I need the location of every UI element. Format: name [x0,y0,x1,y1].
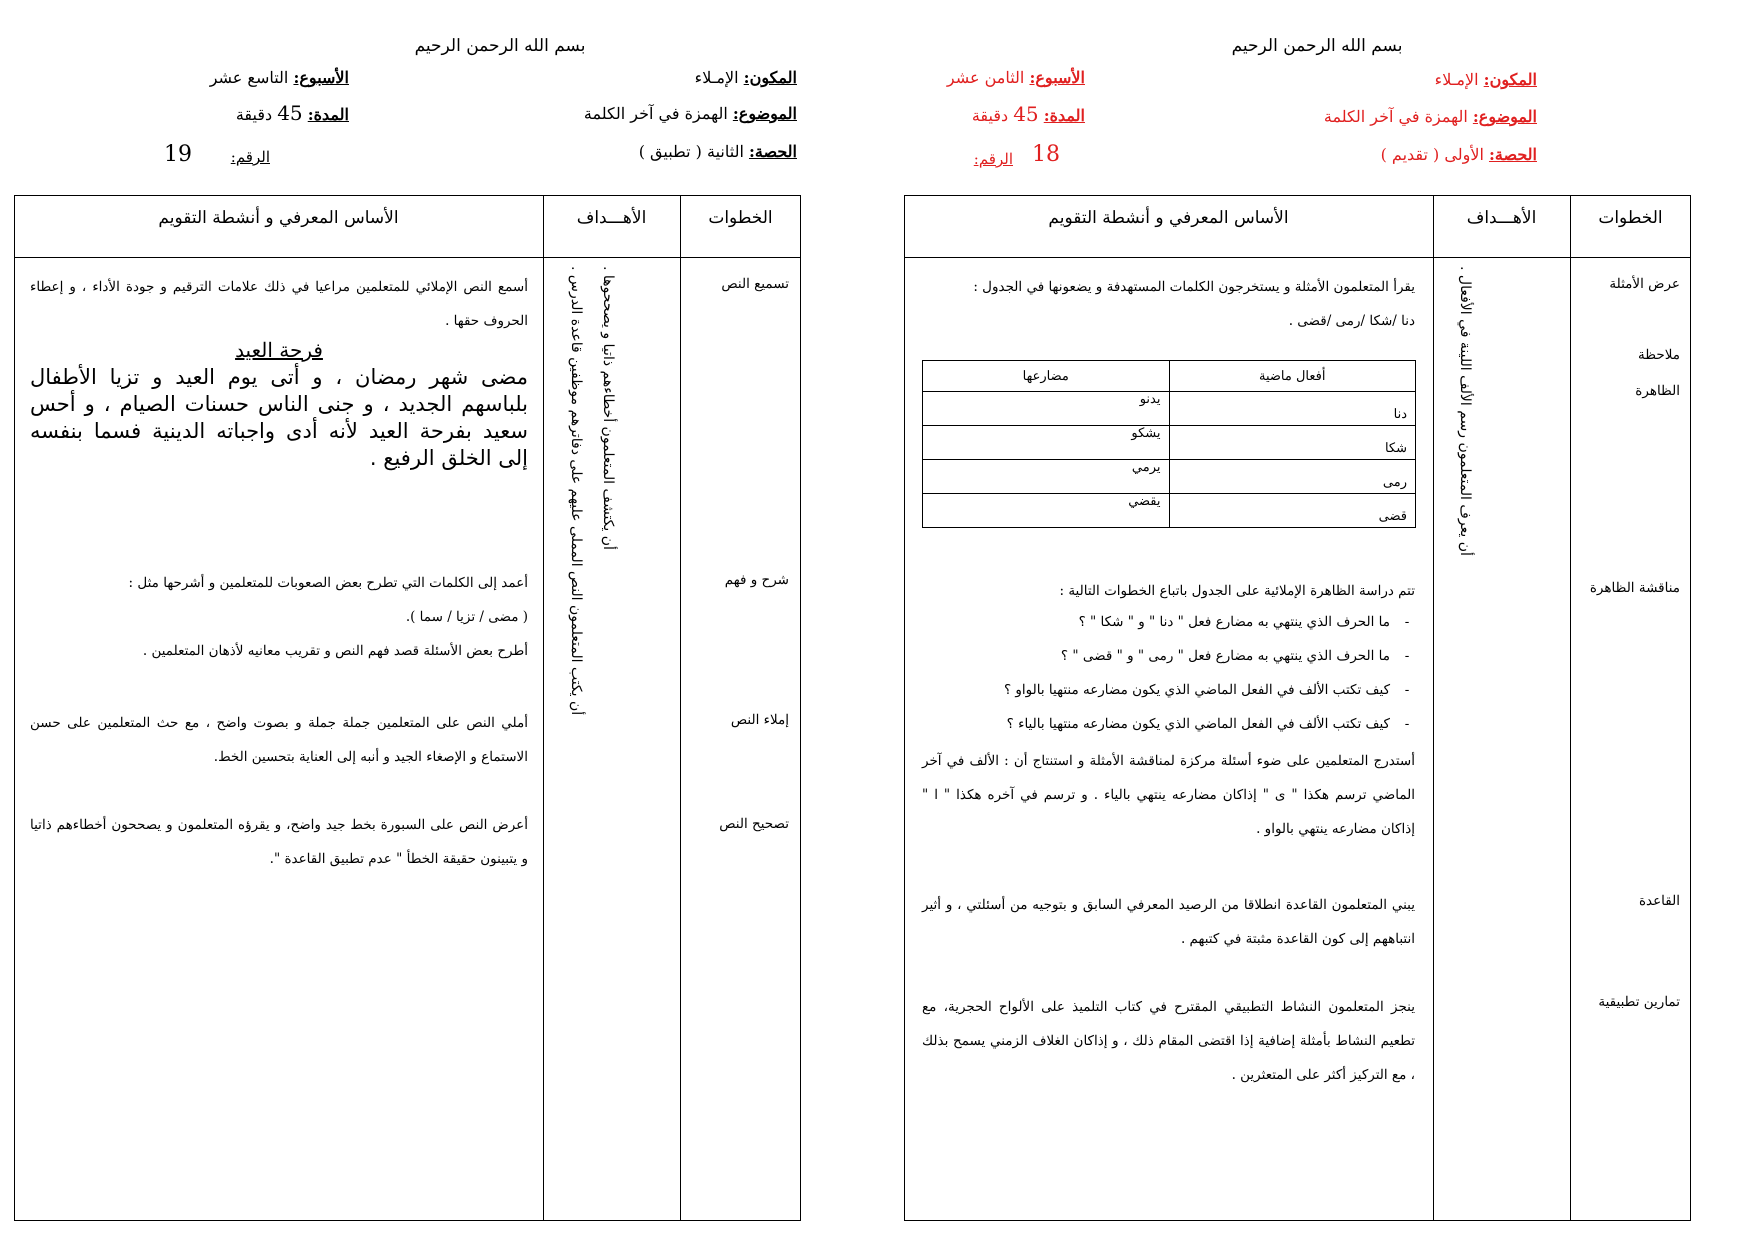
step-label: تسميع النص [721,276,789,292]
column-divider [1433,195,1434,1221]
objective-text: أن يكتب المتعلمون النص المملى عليهم على دفاترهم موظفين قاعدة الدرس . [568,266,584,716]
basmala: بسم الله الرحمن الرحيم [414,36,586,56]
table-row [923,460,1416,494]
question-item: -كيف تكتب الألف في الفعل الماضي الذي يكون مضارعه منتهيا بالياء ؟ [1006,716,1410,732]
step-label: شرح و فهم [724,572,789,588]
week-value: التاسع عشر [209,68,289,87]
number-label: الرقم: [973,150,1013,168]
session-field [1381,145,1537,164]
question-text: ما الحرف الذي ينتهي به مضارع فعل " رمى " و " قضى " ؟ [1060,648,1390,664]
intro-text: أسمع النص الإملائي للمتعلمين مراعيا في ذلك علامات الترقيم و جودة الأداء ، و إعطاء الحروف حقها . [30,279,528,329]
study-intro: تتم دراسة الظاهرة الإملائية على الجدول باتباع الخطوات التالية : [1059,583,1415,599]
table-row [923,392,1416,426]
topic-value: الهمزة في آخر الكلمة [1323,107,1468,126]
week-value: الثامن عشر [946,68,1025,87]
step-label: إملاء النص [730,712,789,728]
correction-text: أعرض النص على السبورة بخط جيد واضح، و يقرؤه المتعلمون و يصححون أخطاءهم ذاتيا و يتبينون حقيقة الخطأ " عدم تطبيق القاعدة ". [30,817,528,867]
table-row [923,426,1416,460]
week-field [947,68,1085,87]
session-value: الثانية ( تطبيق ) [638,142,744,161]
duration-unit: دقيقة [235,105,273,124]
step-label: تصحيح النص [719,816,789,832]
number-value: 19 [164,142,192,167]
week-label: الأسبوع: [1029,68,1085,87]
session-value: الأولى ( تقديم ) [1380,145,1484,164]
column-divider [680,195,681,1221]
duration-label: المدة: [307,105,349,124]
number-label: الرقم: [230,148,270,166]
right-lesson-sheet [877,0,1754,1240]
table-header-divider [904,257,1691,258]
duration-label: المدة: [1043,106,1085,125]
duration-value: 45 [277,101,303,125]
component-value: الإمـلاء [694,68,739,87]
question-item: -ما الحرف الذي ينتهي به مضارع فعل " رمى " و " قضى " ؟ [1060,648,1410,664]
component-label: المكون: [743,68,797,87]
explain-text: أعمد إلى الكلمات التي تطرح بعض الصعوبات للمتعلمين و أشرحها مثل : [128,575,528,591]
topic-value: الهمزة في آخر الكلمة [583,104,728,123]
column-header-objectives: الأهـــداف [1466,208,1537,228]
step-label: ملاحظة [1638,347,1680,363]
session-field [639,142,797,161]
table-header-divider [14,257,801,258]
duration-unit: دقيقة [971,106,1009,125]
question-item: -ما الحرف الذي ينتهي به مضارع فعل " دنا " و " شكا " ؟ [1078,614,1410,630]
past-verb: رمى [1169,460,1416,494]
present-verb: يشكو [923,426,1170,460]
duration-field [972,102,1085,126]
exercises-text: ينجز المتعلمون النشاط التطبيقي المقترح في كتاب التلميذ على الألواح الحجرية، مع تطعيم النشاط بأمثلة إضافية إذا اقتضى المقام ذلك ، و إذاكان الغلاف الزمني يسمح بذلك ، مع التركيز أكثر على المتعثرين . [922,999,1415,1083]
basmala: بسم الله الرحمن الرحيم [1231,36,1403,56]
question-text: ما الحرف الذي ينتهي به مضارع فعل " دنا " و " شكا " ؟ [1078,614,1390,630]
verb-table-col-past: أفعال ماضية [1169,361,1416,392]
rule-text: يبني المتعلمون القاعدة انطلاقا من الرصيد المعرفي السابق و بتوجيه من أسئلتي ، و أثير انتباههم إلى كون القاعدة مثبتة في كتبهم . [922,897,1415,947]
column-divider [543,195,544,1221]
topic-field [584,104,797,123]
duration-value: 45 [1013,102,1039,126]
present-verb: يرمي [923,460,1170,494]
column-header-steps: الخطوات [708,208,773,228]
intro-text: يقرأ المتعلمون الأمثلة و يستخرجون الكلمات المستهدفة و يضعونها في الجدول : [973,279,1415,295]
objective-text: أن يعرف المتعلمون رسم الألف اللينة في الأفعال . [1457,266,1473,556]
question-item: -كيف تكتب الألف في الفعل الماضي الذي يكون مضارعه منتهيا بالواو ؟ [1003,682,1410,698]
verb-table-header [923,361,1416,392]
question-text: كيف تكتب الألف في الفعل الماضي الذي يكون مضارعه منتهيا بالواو ؟ [1003,682,1390,698]
conclusion-text: أستدرج المتعلمين على ضوء أسئلة مركزة لمناقشة الأمثلة و استنتاج أن : الألف في آخر الماضي ترسم هكذا " ى " إذاكان مضارعه ينتهي بالياء . و ترسم في آخره هكذا " ا " إذاكان مضارعه ينتهي بالواو . [922,753,1415,837]
session-label: الحصة: [1488,145,1537,164]
column-header-content: الأساس المعرفي و أنشطة التقويم [158,208,399,228]
column-header-steps: الخطوات [1598,208,1663,228]
present-verb: يقضي [923,494,1170,528]
explain-words: ( مضى / تزيا / سما ). [405,609,528,625]
topic-label: الموضوع: [1472,107,1537,126]
topic-label: الموضوع: [732,104,797,123]
week-label: الأسبوع: [293,68,349,87]
number-value: 18 [1032,142,1060,167]
past-verb: دنا [1169,392,1416,426]
session-label: الحصة: [748,142,797,161]
table-row [923,494,1416,528]
duration-field [236,101,349,125]
verb-table-col-present: مضارعها [923,361,1170,392]
week-field [210,68,349,87]
past-verb: قضى [1169,494,1416,528]
step-label: عرض الأمثلة [1609,276,1680,292]
column-header-content: الأساس المعرفي و أنشطة التقويم [1048,208,1289,228]
step-label: الظاهرة [1635,383,1680,399]
explain-text: أطرح بعض الأسئلة قصد فهم النص و تقريب معانيه لأذهان المتعلمين . [142,643,528,659]
past-verb: شكا [1169,426,1416,460]
words-text: دنا /شكا /رمى /قضى . [1288,313,1415,329]
verb-table [922,360,1416,528]
question-text: كيف تكتب الألف في الفعل الماضي الذي يكون مضارعه منتهيا بالياء ؟ [1006,716,1390,732]
component-field [1435,70,1537,89]
story-title: فرحة العيد [235,338,323,362]
objective-text: أن يكتشف المتعلمون أخطاءهم ذاتيا و يصححوها . [600,266,616,550]
component-field [695,68,797,87]
story-text: مضى شهر رمضان ، و أتى يوم العيد و تزيا الأطفال بلباسهم الجديد ، و جنى الناس حسنات الصيام ، و أحس سعيد بفرحة العيد لأنه أدى واجباته الدينية فسما بنفسه إلى الخلق الرفيع . [30,365,528,470]
step-label: تمارين تطبيقية [1598,994,1680,1010]
component-label: المكون: [1483,70,1537,89]
component-value: الإمـلاء [1434,70,1479,89]
present-verb: يدنو [923,392,1170,426]
dictation-text: أملي النص على المتعلمين جملة جملة و بصوت واضح ، مع حث المتعلمين على حسن الاستماع و الإصغاء الجيد و أنبه إلى العناية بتحسين الخط. [30,715,529,765]
column-header-objectives: الأهـــداف [576,208,647,228]
topic-field [1324,107,1537,126]
step-label: القاعدة [1638,893,1680,909]
step-label: مناقشة الظاهرة [1589,580,1680,596]
